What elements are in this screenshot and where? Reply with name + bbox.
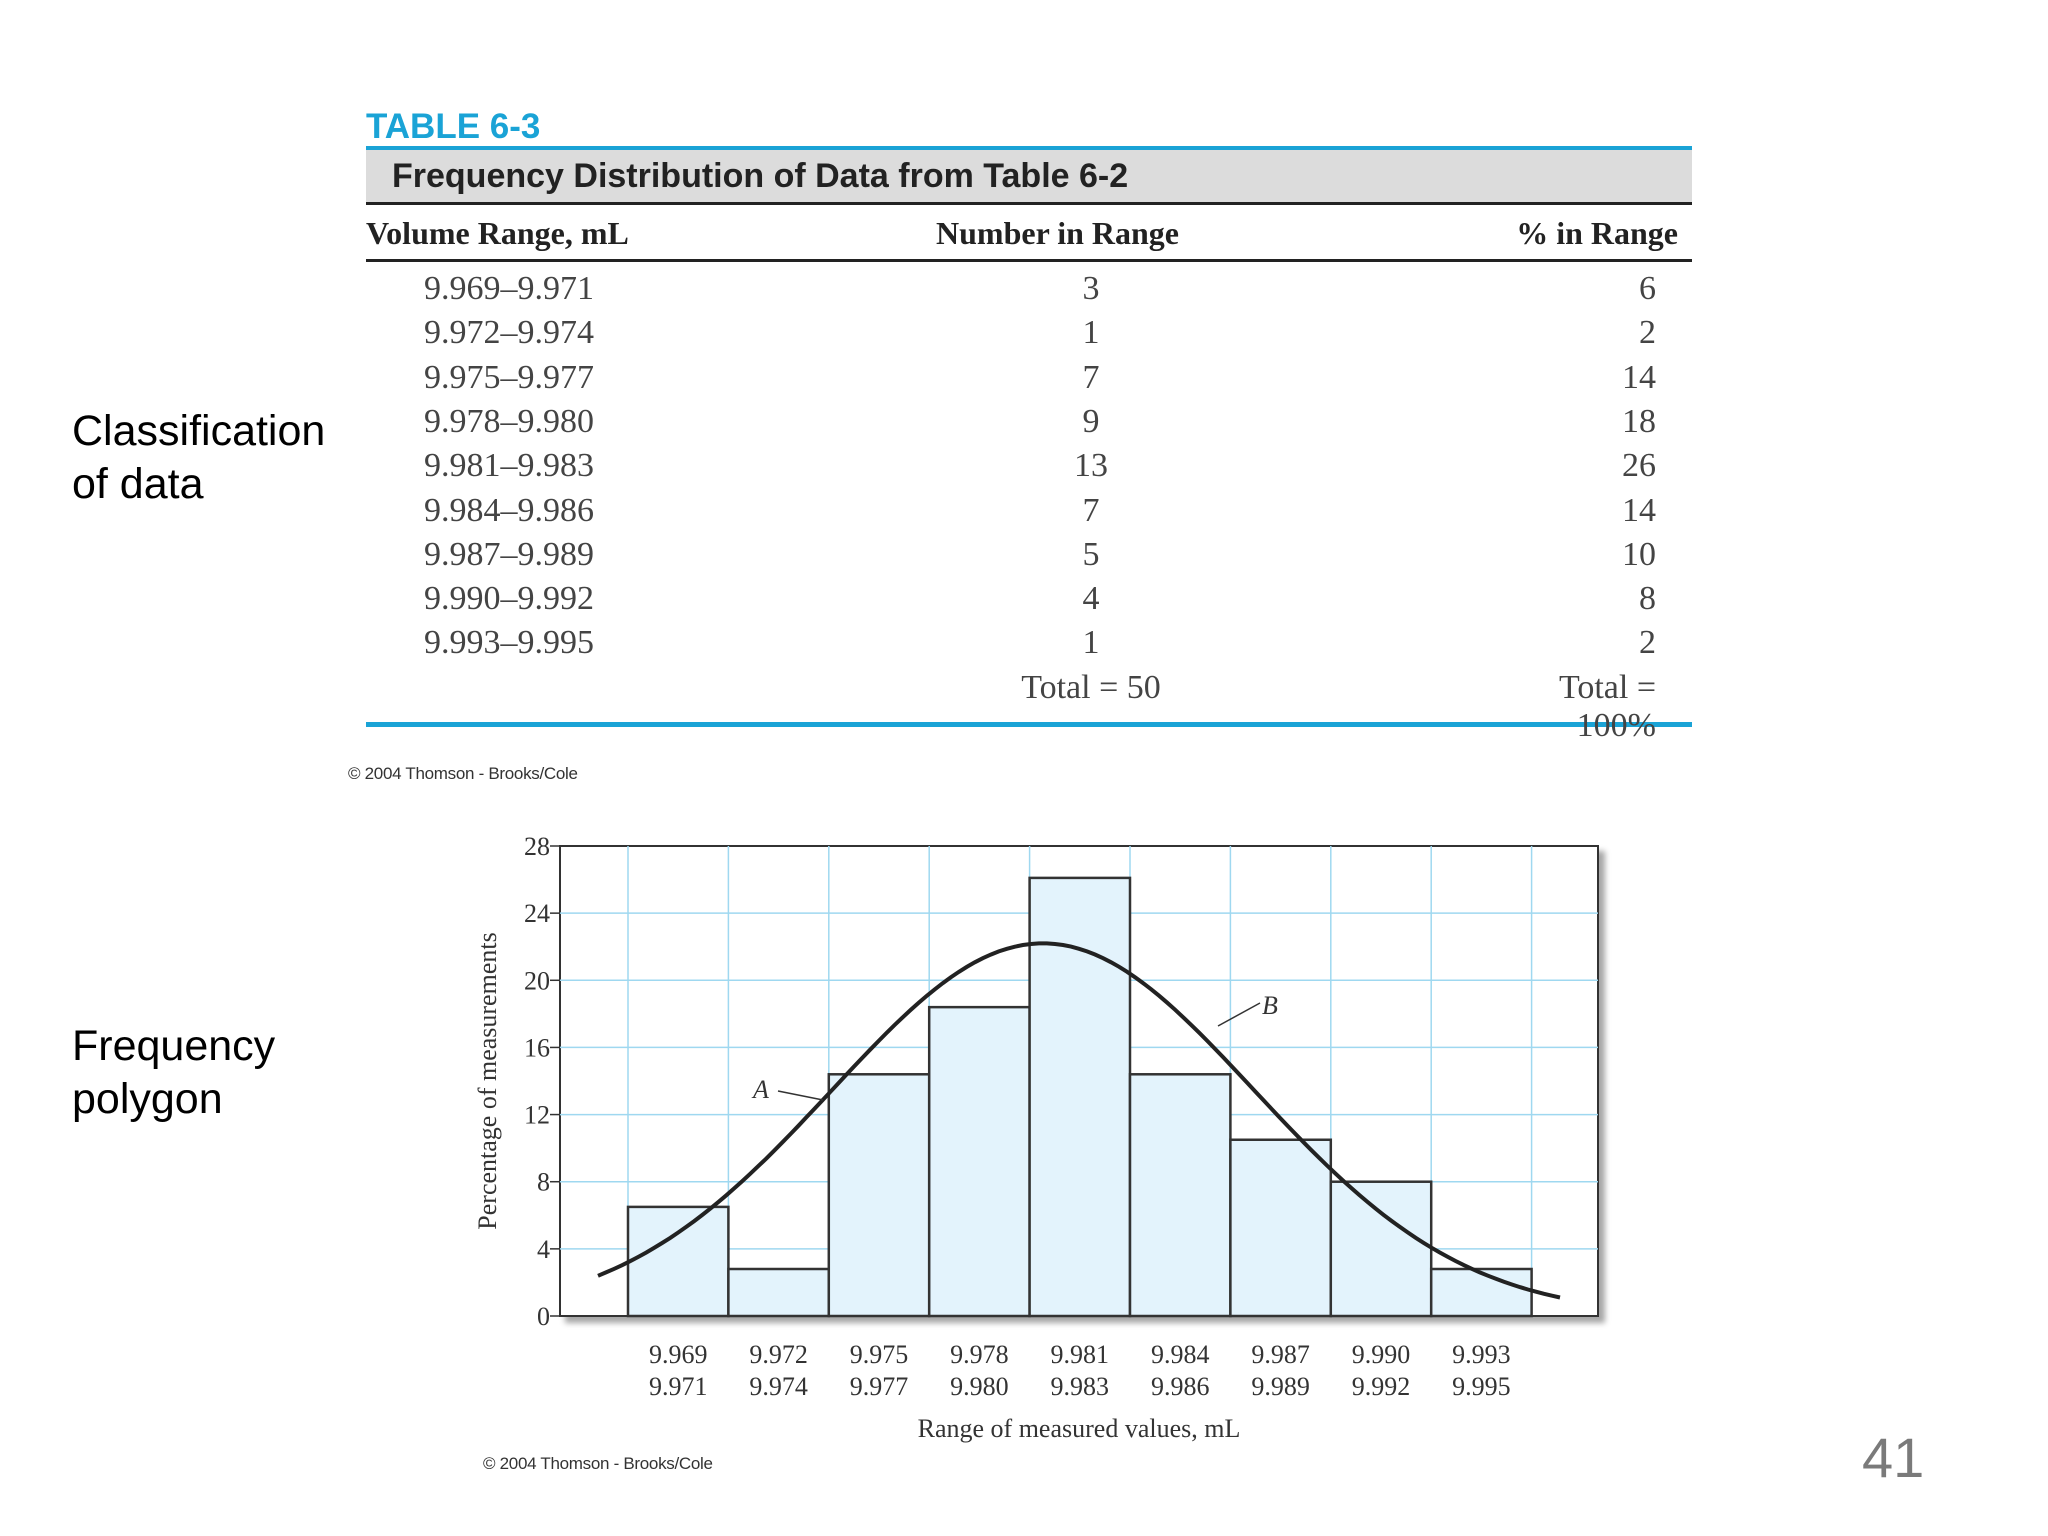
x-tick-label-end: 9.986 (1150, 1372, 1210, 1401)
x-axis-label: Range of measured values, mL (917, 1414, 1241, 1443)
header-number-in-range: Number in Range (936, 215, 1179, 251)
header-percent-in-range: % in Range (1516, 215, 1678, 251)
x-tick-label-end: 9.992 (1351, 1372, 1411, 1401)
y-tick-label: 4 (537, 1234, 550, 1264)
y-axis-ticks (524, 832, 560, 1331)
histogram-bar (1130, 1074, 1230, 1316)
cell-percent-in-range: 18 (1622, 402, 1656, 440)
cell-number-in-range: 5 (1082, 535, 1100, 573)
cell-volume-range: 9.981–9.983 (424, 447, 594, 485)
annotation-a: A (753, 1075, 769, 1104)
x-tick-label-start: 9.993 (1452, 1340, 1511, 1369)
x-tick-label-start: 9.978 (950, 1340, 1009, 1369)
cell-percent-in-range: 6 (1639, 270, 1656, 307)
x-tick-label-end: 9.974 (749, 1372, 808, 1401)
cell-percent-in-range: 14 (1622, 358, 1656, 396)
cell-percent-in-range: 26 (1622, 447, 1656, 485)
histogram-bar (829, 1074, 929, 1316)
y-axis-label: Percentage of measurements (473, 932, 502, 1230)
x-tick-label-start: 9.972 (749, 1340, 808, 1369)
x-tick-label-start: 9.975 (849, 1340, 909, 1369)
histogram-bar (728, 1269, 828, 1316)
cell-percent-in-range: Total = 100% (1558, 668, 1656, 744)
chart-side-label-line2: polygon (72, 1075, 223, 1123)
y-tick-label: 8 (537, 1167, 550, 1197)
x-tick-label-end: 9.977 (849, 1372, 909, 1401)
cell-number-in-range: 9 (1082, 402, 1100, 440)
y-tick-label: 16 (524, 1033, 550, 1063)
page-number: 41 (1862, 1426, 1925, 1489)
cell-number-in-range: 13 (1074, 447, 1108, 485)
cell-volume-range: 9.993–9.995 (424, 624, 594, 662)
x-tick-label-end: 9.983 (1050, 1372, 1110, 1401)
histogram-bar (1431, 1269, 1531, 1316)
cell-number-in-range: 4 (1082, 580, 1100, 618)
histogram-bar (1230, 1140, 1330, 1316)
cell-percent-in-range: 10 (1622, 535, 1656, 573)
x-tick-label-start: 9.969 (648, 1340, 708, 1369)
cell-number-in-range: 7 (1082, 491, 1100, 529)
x-tick-label-start: 9.981 (1050, 1340, 1110, 1369)
table-label: TABLE 6-3 (366, 107, 541, 146)
x-tick-label-start: 9.990 (1351, 1340, 1411, 1369)
cell-number-in-range: 1 (1082, 314, 1100, 352)
header-volume-range: Volume Range, mL (366, 215, 629, 251)
x-tick-label-end: 9.989 (1251, 1372, 1310, 1401)
cell-number-in-range: 1 (1082, 624, 1100, 662)
x-tick-label-end: 9.995 (1452, 1372, 1511, 1401)
cell-volume-range: 9.969–9.971 (424, 270, 594, 307)
cell-percent-in-range: 2 (1639, 314, 1656, 352)
cell-volume-range: 9.972–9.974 (424, 314, 594, 352)
table-side-label-line1: Classification (72, 407, 326, 455)
y-tick-label: 12 (524, 1100, 550, 1130)
cell-number-in-range: Total = 50 (1021, 668, 1161, 706)
table-title: Frequency Distribution of Data from Table 6-2 (366, 150, 1692, 205)
y-tick-label: 0 (537, 1302, 550, 1331)
cell-percent-in-range: 14 (1622, 491, 1656, 529)
histogram-bar (929, 1007, 1029, 1316)
cell-percent-in-range: 2 (1639, 624, 1656, 662)
x-tick-label-end: 9.980 (950, 1372, 1009, 1401)
x-tick-label-start: 9.984 (1150, 1340, 1210, 1369)
x-axis-ticks (649, 1340, 1511, 1401)
x-tick-label-end: 9.971 (648, 1372, 708, 1401)
cell-volume-range: 9.978–9.980 (424, 402, 594, 440)
annotation-b: B (1262, 991, 1278, 1020)
cell-volume-range: 9.987–9.989 (424, 535, 594, 573)
chart-side-label-line1: Frequency (72, 1022, 276, 1070)
y-tick-label: 28 (524, 832, 550, 861)
chart-copyright: © 2004 Thomson - Brooks/Cole (483, 1454, 713, 1473)
cell-number-in-range: 3 (1082, 270, 1100, 307)
cell-volume-range: 9.984–9.986 (424, 491, 594, 529)
cell-volume-range: 9.990–9.992 (424, 580, 594, 618)
histogram-bar (1331, 1182, 1431, 1316)
histogram-bar (628, 1207, 728, 1316)
y-tick-label: 20 (524, 966, 550, 996)
cell-number-in-range: 7 (1082, 358, 1100, 396)
y-tick-label: 24 (524, 899, 550, 929)
table-side-label-line2: of data (72, 460, 204, 508)
cell-percent-in-range: 8 (1639, 580, 1656, 618)
table-copyright: © 2004 Thomson - Brooks/Cole (348, 764, 578, 783)
cell-volume-range: 9.975–9.977 (424, 358, 594, 396)
x-tick-label-start: 9.987 (1251, 1340, 1310, 1369)
